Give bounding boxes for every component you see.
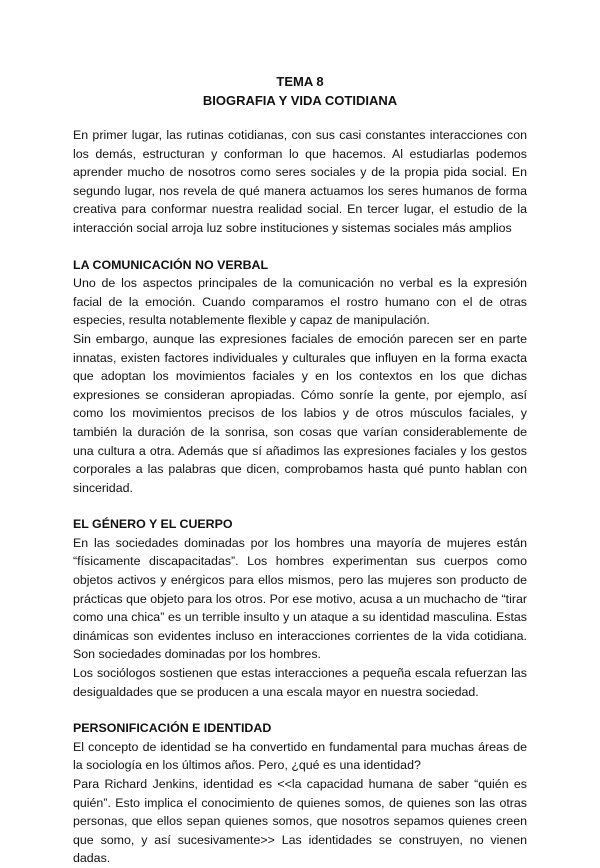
comunicacion-paragraph-2: Sin embargo, aunque las expresiones faciales de emoción parecen ser en parte innatas, existen factores individuales y culturales que influyen en la forma exacta que adoptan los movimientos faciales y en los contextos en los que dichas expresiones se consideran apropiadas. Cómo sonríe la gente, por ejemplo, así como los movimientos precisos de los labios y de otros músculos faciales, y también la duración de la sonrisa, son cosas que varían considerablemente de una cultura a otra. Además que sí añadimos las expresiones faciales y los gestos corporales a las palabras que dicen, comprobamos hasta qué punto hablan con sinceridad. — [73, 331, 527, 495]
section-gap — [73, 497, 527, 515]
intro-paragraph: En primer lugar, las rutinas cotidianas, con sus casi constantes interacciones con los demás, estructuran y conforman lo que hacemos. Al estudiarlas podemos aprender mucho de nosotros como seres sociales y de la propia pida social. En segundo lugar, nos revela de qué manera actuamos los seres humanos de forma creativa para conformar nuestra realidad social. En tercer lugar, el estudio de la interacción social arroja luz sobre instituciones y sistemas sociales más amplios — [73, 128, 527, 235]
topic-number: TEMA 8 — [276, 74, 324, 89]
document-body — [73, 126, 527, 868]
document-header — [0, 72, 600, 110]
comunicacion-paragraph-1: Uno de los aspectos principales de la comunicación no verbal es la expresión facial de la emoción. Cuando comparamos el rostro humano con el de otras especies, resulta notablemente flexible y capaz de manipulación. — [73, 276, 527, 328]
section-gap — [73, 701, 527, 719]
identidad-paragraph-1: El concepto de identidad se ha convertido en fundamental para muchas áreas de la sociología en los últimos años. Pero, ¿qué es una identidad? — [73, 739, 527, 773]
section-gap — [73, 238, 527, 256]
document-title: BIOGRAFIA Y VIDA COTIDIANA — [202, 93, 398, 108]
section-title-genero: EL GÉNERO Y EL CUERPO — [73, 517, 233, 532]
genero-paragraph-2: Los sociólogos sostienen que estas interacciones a pequeña escala refuerzan las desigualdades que se producen a una escala mayor en nuestra sociedad. — [73, 666, 527, 699]
section-title-comunicacion: LA COMUNICACIÓN NO VERBAL — [73, 257, 269, 272]
genero-paragraph-1: En las sociedades dominadas por los hombres una mayoría de mujeres están “físicamente discapacitadas”. Los hombres experimentan sus cuerpos como objetos activos y enérgicos para ellos mismos, pero las mujeres son producto de prácticas que objeto para los otros. Por ese motivo, acusa a un muchacho de “tirar como una chica” es un terrible insulto y un ataque a su identidad masculina. Estas dinámicas son evidentes incluso en interacciones corrientes de la vida cotidiana. Son sociedades dominadas por los hombres. — [73, 535, 527, 662]
section-title-identidad: PERSONIFICACIÓN E IDENTIDAD — [73, 721, 272, 736]
identidad-paragraph-2: Para Richard Jenkins, identidad es <<la capacidad humana de saber “quién es quién”. Esto implica el conocimiento de quienes somos, de quienes son las otras personas, que ellos sepan quienes somos, que nosotros sepamos quienes creen que somo, y así sucesivamente>> Las identidades se construyen, no vienen dadas. — [73, 777, 527, 866]
